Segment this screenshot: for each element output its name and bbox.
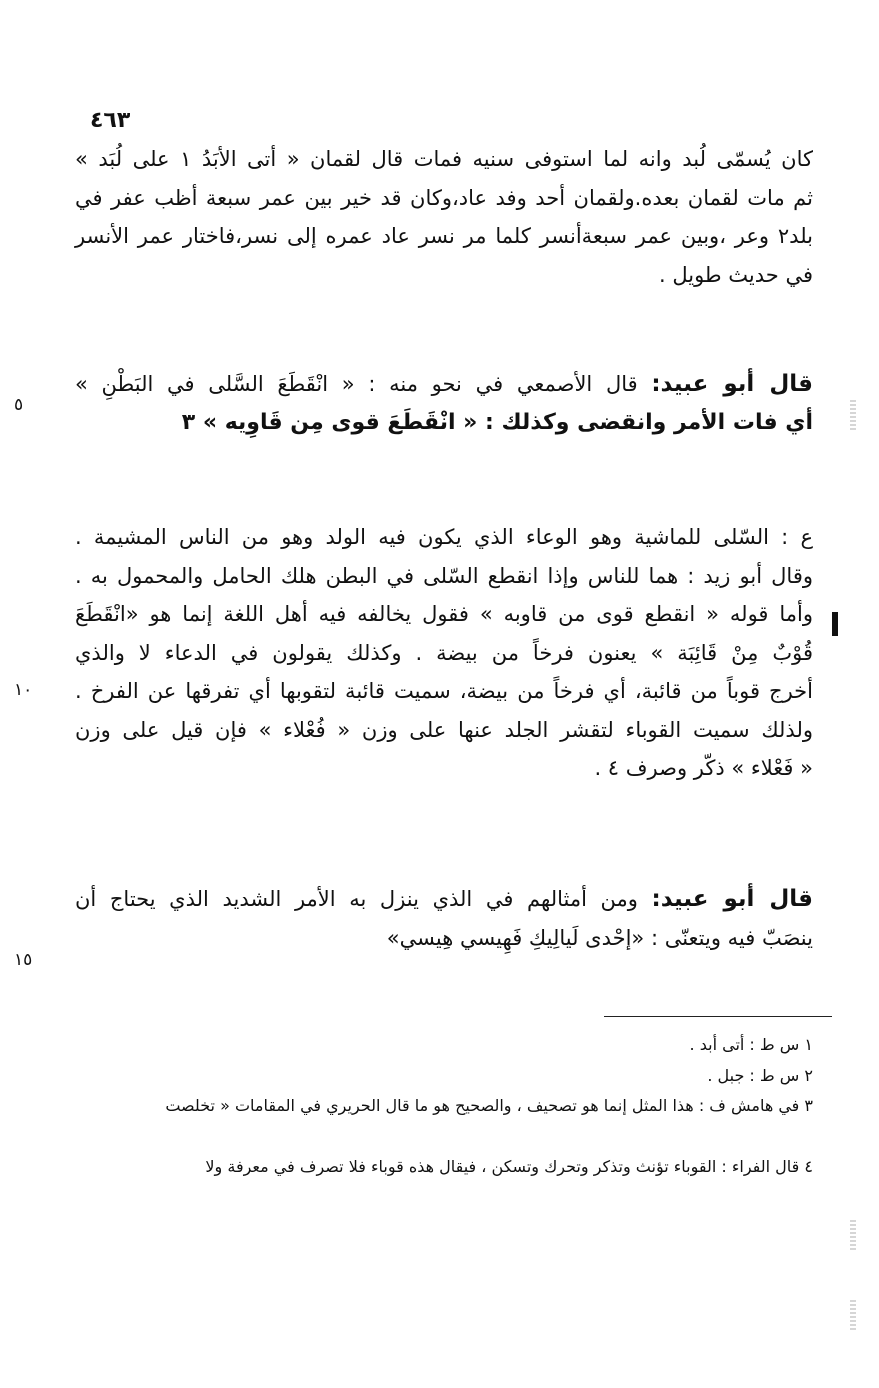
commentary-line: أخرج قوباً من قائبة، أي فرخاً من بيضة، سميت قائبة لتقوبها أي تفرقها عن الفرخ . — [75, 679, 813, 703]
footnote-3: ٣ في هامش ف : هذا المثل إنما هو تصحيف ، والصحيح هو ما قال الحريري في المقامات « تخلصت — [165, 1096, 813, 1115]
footnote-4: ٤ قال الفراء : القوباء تؤنث وتذكر وتحرك وتسكن ، فيقال هذه قوباء فلا تصرف في معرفة ولا — [205, 1157, 813, 1176]
margin-line-number-15: ١٥ — [14, 950, 33, 970]
footnote-2: ٢ س ط : جبل . — [707, 1065, 813, 1085]
commentary-line: وأما قوله « انقطع قوى من قاوبه » فقول يخالفه فيه أهل اللغة إنما هو «انْقَطَعَ — [75, 602, 813, 626]
section-1-line-1 — [75, 365, 813, 404]
commentary-line: ولذلك سميت القوباء لتقشر الجلد عنها على وزن « فُعْلاء » فإن قيل على وزن — [75, 717, 813, 742]
commentary-line: ع : السّلى للماشية وهو الوعاء الذي يكون فيه الولد وهو من الناس المشيمة . — [75, 525, 813, 549]
section-1-line-2: أي فات الأمر وانقضى وكذلك : « انْقَطَعَ قوى مِن قَاوِيه » ٣ — [181, 409, 813, 435]
intro-line: بلد٢ وعر ،وبين عمر سبعةأنسر كلما مر نسر عاد عمره إلى نسر،فاختار عمر الأنسر — [75, 224, 813, 248]
intro-paragraph — [75, 140, 813, 294]
section-1-text: قال الأصمعي في نحو منه : « انْقَطَعَ السَّلى في البَطْنِ » — [75, 372, 638, 396]
intro-line: كان يُسمّى لُبد وانه لما استوفى سنيه فمات قال لقمان « أتى الأبَدُ ١ على لُبَد » — [75, 147, 813, 171]
footnote-3-continuation — [100, 1122, 813, 1153]
commentary-line: « فَعْلاء » ذكّر وصرف ٤ . — [594, 756, 813, 780]
margin-bracket-mark — [832, 612, 838, 636]
margin-line-number-10: ١٠ — [14, 680, 33, 700]
intro-line: ثم مات لقمان بعده.ولقمان أحد وفد عاد،وكان قد خير بين عمر سبعة أظب عفر في — [75, 185, 813, 210]
margin-line-number-5: ٥ — [14, 395, 24, 415]
section-2-line-1 — [75, 880, 813, 919]
scan-edge-mark — [850, 1300, 856, 1330]
section-2-line-2: ينصَبّ فيه ويتعنّى : «إحْدى لَيالِيكِ فَهِيسي هِيسي» — [386, 925, 813, 950]
intro-line: في حديث طويل . — [658, 262, 813, 287]
footnote-1: ١ س ط : أتى أبد . — [689, 1035, 813, 1054]
scan-edge-mark — [850, 400, 856, 430]
footnote-4-continuation — [100, 1183, 813, 1214]
section-1 — [75, 365, 813, 442]
commentary-line: قُوْبٌ مِنْ قَائِبَة » يعنون فرخاً من بيضة . وكذلك يقولون في الدعاء لا والذي — [75, 640, 813, 665]
section-2-text: ومن أمثالهم في الذي ينزل به الأمر الشديد الذي يحتاج أن — [75, 887, 638, 911]
footnotes — [100, 1030, 813, 1244]
section-1-heading: قال أبو عبيد: — [651, 371, 813, 397]
footnote-4-continuation — [100, 1213, 813, 1244]
scan-edge-mark — [850, 1220, 856, 1250]
page-number: ٤٦٣ — [90, 108, 131, 133]
commentary-paragraph — [75, 518, 813, 788]
commentary-line: وقال أبو زيد : هما للناس وإذا انقطع السّلى في البطن هلك الحامل والمحمول به . — [75, 563, 813, 588]
section-2-heading: قال أبو عبيد: — [651, 886, 813, 912]
section-2 — [75, 880, 813, 957]
footnote-divider — [604, 1016, 832, 1017]
